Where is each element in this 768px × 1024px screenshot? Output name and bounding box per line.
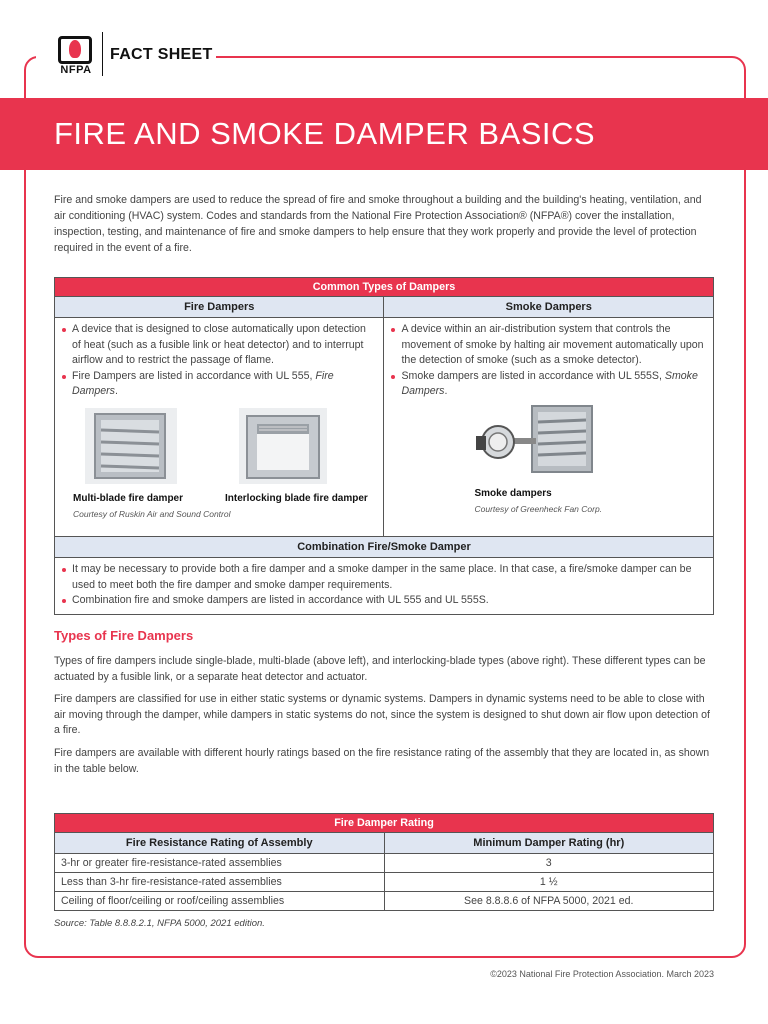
flame-icon bbox=[69, 40, 81, 58]
fire-damper-photos bbox=[61, 400, 377, 530]
table-row bbox=[55, 854, 714, 873]
combination-bullet-list bbox=[61, 562, 707, 609]
logo-text: NFPA bbox=[60, 64, 92, 76]
fire-dampers-header: Fire Dampers bbox=[55, 297, 384, 318]
intro-paragraph: Fire and smoke dampers are used to reduce the spread of fire and smoke throughout a building and the building's heating, ventilation, and air conditioning (HVAC) system. Codes and standards from the National Fire Protection Association® (NFPA®) cover the installation, inspection, testing, and maintenance of fire and smoke dampers to help ensure that they work properly and provide the level of protection required in the event of a fire. bbox=[54, 194, 702, 254]
list-item: It may be necessary to provide both a fire damper and a smoke damper in the same place. In that case, a fire/smoke damper can be used to meet both the fire damper and smoke damper requirements. bbox=[61, 562, 707, 593]
multi-blade-damper-image bbox=[85, 408, 177, 484]
smoke-listing-tail: . bbox=[444, 385, 448, 398]
smoke-damper-image bbox=[470, 402, 600, 476]
fact-sheet-label: FACT SHEET bbox=[110, 46, 213, 63]
title-banner bbox=[0, 98, 768, 170]
fire-listing-italic: Fire Dampers bbox=[72, 369, 334, 398]
rating-cell: 1 ½ bbox=[384, 873, 713, 892]
assembly-cell: Ceiling of floor/ceiling or roof/ceiling assemblies bbox=[55, 892, 385, 911]
rating-column-header: Minimum Damper Rating (hr) bbox=[384, 833, 713, 854]
fire-dampers-cell bbox=[55, 318, 384, 537]
types-paragraph-3: Fire dampers are available with different hourly ratings based on the fire resistance rating of the assembly that they are located in, as shown in the table below. bbox=[54, 747, 710, 775]
nfpa-logo bbox=[54, 34, 98, 80]
multi-blade-caption: Multi-blade fire damper bbox=[73, 492, 184, 504]
rating-cell: 3 bbox=[384, 854, 713, 873]
list-item: A device within an air-distribution system that controls the movement of smoke by halting air movement automatically upon the detection of smoke (such as a smoke detector). bbox=[390, 322, 707, 369]
fire-bullet-list bbox=[61, 322, 377, 400]
fire-damper-rating-table bbox=[54, 813, 714, 911]
combination-cell bbox=[55, 557, 714, 614]
fire-listing-tail: . bbox=[114, 385, 118, 398]
interlocking-damper-image bbox=[239, 408, 327, 484]
assembly-cell: 3-hr or greater fire-resistance-rated assemblies bbox=[55, 854, 385, 873]
smoke-listing-italic: Smoke Dampers bbox=[401, 369, 698, 398]
copyright-footer: ©2023 National Fire Protection Association. March 2023 bbox=[490, 969, 714, 979]
types-section-heading: Types of Fire Dampers bbox=[54, 628, 194, 643]
smoke-photo-credit: Courtesy of Greenheck Fan Corp. bbox=[474, 503, 603, 514]
fire-photo-credit: Courtesy of Ruskin Air and Sound Control bbox=[73, 508, 231, 519]
page-title: FIRE AND SMOKE DAMPER BASICS bbox=[54, 116, 596, 151]
damper-types-table bbox=[54, 277, 714, 615]
fire-listing-text: Fire Dampers are listed in accordance with UL 555, bbox=[72, 369, 316, 382]
list-item: Combination fire and smoke dampers are listed in accordance with UL 555 and UL 555S. bbox=[61, 593, 707, 609]
assembly-column-header: Fire Resistance Rating of Assembly bbox=[55, 833, 385, 854]
table-row bbox=[55, 873, 714, 892]
smoke-dampers-cell bbox=[384, 318, 714, 537]
header-divider bbox=[102, 32, 103, 76]
assembly-cell: Less than 3-hr fire-resistance-rated assemblies bbox=[55, 873, 385, 892]
table-row bbox=[55, 892, 714, 911]
interlocking-caption: Interlocking blade fire damper bbox=[225, 492, 368, 504]
types-paragraph-2: Fire dampers are classified for use in either static systems or dynamic systems. Dampers in dynamic systems need to be able to close with air moving through the damper, while dampers in static systems do not, since the system is designed to shut down air flow upon detection of a fire. bbox=[54, 693, 710, 737]
smoke-dampers-header: Smoke Dampers bbox=[384, 297, 714, 318]
rating-cell: See 8.8.8.6 of NFPA 5000, 2021 ed. bbox=[384, 892, 713, 911]
list-item bbox=[61, 369, 377, 400]
list-item: A device that is designed to close automatically upon detection of heat (such as a fusible link or heat detector) and to interrupt airflow and to restrict the passage of flame. bbox=[61, 322, 377, 369]
types-paragraph-1: Types of fire dampers include single-blade, multi-blade (above left), and interlocking-blade types (above right). These different types can be actuated by a fusible link, or a separate heat detector and actuator. bbox=[54, 655, 706, 683]
table-source: Source: Table 8.8.8.2.1, NFPA 5000, 2021 edition. bbox=[54, 918, 265, 929]
smoke-caption: Smoke dampers bbox=[474, 487, 552, 499]
list-item bbox=[390, 369, 707, 400]
rating-table-title: Fire Damper Rating bbox=[55, 814, 714, 833]
smoke-damper-photos bbox=[390, 400, 707, 514]
combination-header: Combination Fire/Smoke Damper bbox=[55, 536, 714, 557]
damper-table-title: Common Types of Dampers bbox=[55, 278, 714, 297]
smoke-listing-text: Smoke dampers are listed in accordance with UL 555S, bbox=[401, 369, 665, 382]
smoke-bullet-list bbox=[390, 322, 707, 400]
